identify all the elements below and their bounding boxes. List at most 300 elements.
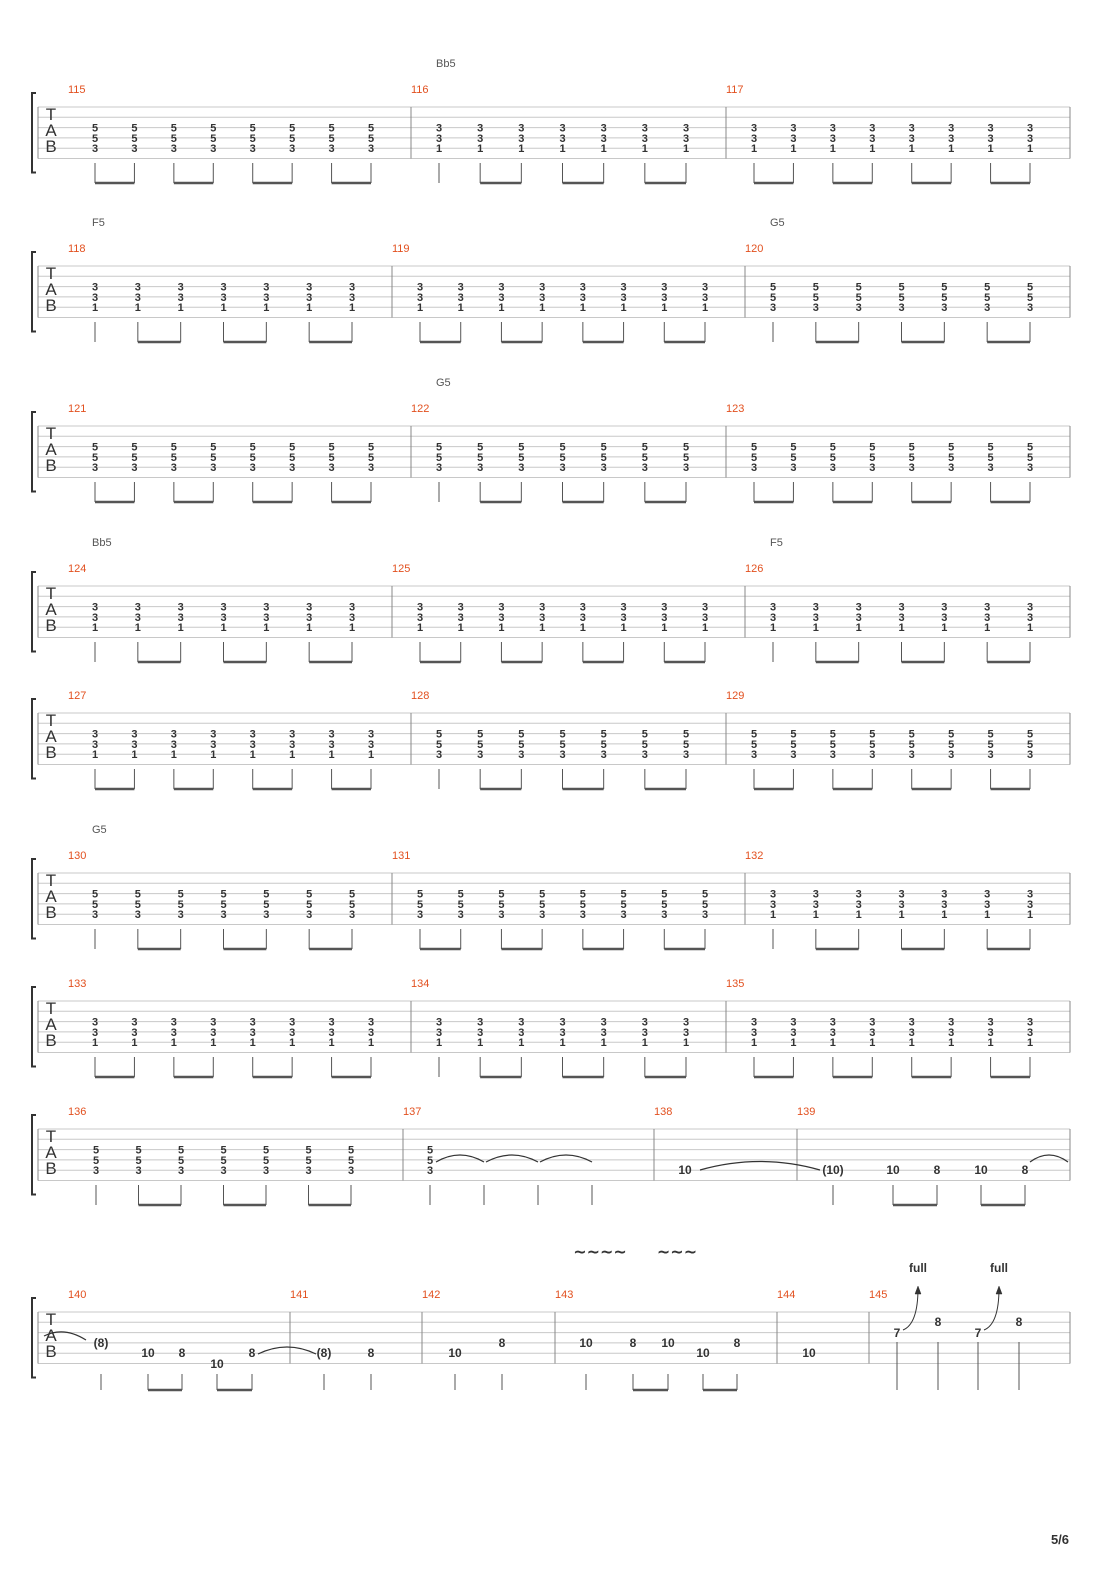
bend-arrow (984, 1288, 999, 1330)
fret-number: 3 (941, 888, 948, 901)
measure-number: 123 (726, 403, 745, 415)
fret-number: 3 (620, 611, 627, 624)
fret-number: 5 (812, 291, 819, 304)
fret-number: 3 (367, 143, 375, 156)
fret-number: 1 (306, 302, 313, 315)
fret-number: 10 (661, 1336, 675, 1350)
fret-number: 8 (933, 1163, 941, 1177)
fret-number: 5 (559, 738, 566, 751)
fret-number: 3 (220, 601, 227, 614)
fret-number: 3 (170, 462, 177, 475)
fret-number: 5 (210, 132, 217, 145)
vibrato-mark: ~~~~ (573, 1242, 627, 1261)
fret-number: 3 (220, 1165, 227, 1178)
fret-number: 3 (306, 601, 313, 614)
fret-number: 1 (328, 1037, 335, 1050)
tab-letter: A (45, 440, 57, 459)
fret-number: 3 (941, 898, 948, 911)
fret-number: 1 (855, 909, 862, 922)
fret-number: 3 (579, 291, 586, 304)
fret-number: 1 (170, 749, 177, 762)
measure-number: 145 (869, 1289, 888, 1301)
fret-number: 5 (435, 441, 443, 454)
fret-number: 3 (426, 1165, 434, 1178)
fret-number: 5 (641, 451, 648, 464)
fret-number: 1 (498, 622, 505, 635)
fret-number: 5 (348, 898, 356, 911)
fret-number: 5 (177, 888, 184, 901)
fret-number: 3 (600, 1016, 607, 1029)
fret-number: 3 (790, 1026, 797, 1039)
fret-number: 3 (898, 601, 905, 614)
fret-number: 5 (131, 132, 138, 145)
tab-letter: T (45, 424, 57, 443)
fret-number: 5 (477, 728, 484, 741)
fret-number: 3 (869, 1026, 876, 1039)
fret-number: 3 (941, 601, 948, 614)
fret-number: 3 (701, 909, 709, 922)
tab-letter: A (45, 121, 57, 140)
fret-number: 1 (249, 749, 256, 762)
fret-number: 3 (908, 462, 915, 475)
measure-number: 132 (745, 850, 764, 862)
tab-letter: T (45, 999, 57, 1018)
fret-number: 3 (348, 601, 356, 614)
fret-number: 3 (91, 462, 99, 475)
fret-number: 3 (1026, 888, 1034, 901)
fret-number: 1 (750, 1037, 758, 1050)
fret-number: 3 (984, 888, 991, 901)
fret-number: 3 (812, 601, 819, 614)
fret-number: 1 (170, 1037, 177, 1050)
fret-number: 3 (328, 738, 335, 751)
fret-number: 5 (855, 291, 862, 304)
fret-number: 3 (984, 302, 991, 315)
fret-number: 3 (263, 601, 270, 614)
fret-number: 3 (790, 1016, 797, 1029)
fret-number: 3 (829, 1016, 836, 1029)
measure-number: 121 (68, 403, 87, 415)
measure-number: 130 (68, 850, 87, 862)
fret-number: 3 (869, 462, 876, 475)
tab-letter: B (45, 137, 57, 156)
fret-number: 3 (661, 281, 668, 294)
fret-number: 5 (579, 888, 586, 901)
fret-number: 5 (682, 728, 690, 741)
system-bracket (32, 93, 36, 173)
fret-number: 3 (435, 132, 443, 145)
fret-number: 5 (91, 451, 99, 464)
fret-number: 1 (941, 909, 948, 922)
fret-number: 5 (210, 441, 217, 454)
fret-number: 5 (498, 888, 505, 901)
fret-number: 1 (855, 622, 862, 635)
fret-number: 3 (948, 749, 955, 762)
measure-number: 129 (726, 690, 745, 702)
fret-number: 3 (306, 909, 313, 922)
fret-number: 3 (457, 909, 464, 922)
tie-arc (436, 1155, 484, 1162)
fret-number: 3 (539, 601, 546, 614)
fret-number: 5 (367, 451, 375, 464)
fret-number: 3 (457, 611, 464, 624)
tab-letter: A (45, 280, 57, 299)
fret-number: 3 (1026, 1026, 1034, 1039)
fret-number: 3 (348, 291, 356, 304)
fret-number: 3 (898, 302, 905, 315)
fret-number: 1 (220, 302, 227, 315)
fret-number: 5 (518, 441, 525, 454)
fret-number: 3 (987, 462, 994, 475)
fret-number: 5 (984, 291, 991, 304)
fret-number: 3 (131, 1016, 138, 1029)
fret-number: 3 (249, 728, 256, 741)
fret-number: 3 (600, 122, 607, 135)
fret-number: (10) (822, 1163, 844, 1177)
fret-number: 5 (661, 888, 668, 901)
fret-number: 5 (416, 898, 424, 911)
fret-number: 5 (477, 451, 484, 464)
fret-number: 3 (559, 749, 566, 762)
measure-number: 133 (68, 978, 87, 990)
fret-number: 5 (134, 888, 141, 901)
fret-number: 3 (134, 909, 141, 922)
fret-number: 5 (435, 738, 443, 751)
fret-number: 1 (477, 143, 484, 156)
fret-number: 1 (790, 143, 797, 156)
fret-number: 3 (908, 1016, 915, 1029)
bend-label: full (909, 1261, 927, 1275)
fret-number: 3 (701, 281, 709, 294)
fret-number: 3 (750, 1026, 758, 1039)
fret-number: 1 (457, 622, 464, 635)
fret-number: 5 (579, 898, 586, 911)
fret-number: 3 (769, 898, 777, 911)
fret-number: 1 (829, 1037, 836, 1050)
fret-number: 5 (908, 451, 915, 464)
fret-number: 1 (948, 143, 955, 156)
fret-number: 3 (987, 749, 994, 762)
fret-number: 3 (435, 1026, 443, 1039)
fret-number: 3 (457, 601, 464, 614)
fret-number: 3 (812, 888, 819, 901)
tab-letter: A (45, 1326, 57, 1345)
fret-number: 10 (678, 1163, 692, 1177)
fret-number: 3 (249, 143, 256, 156)
system-bracket (32, 1298, 36, 1378)
fret-number: 3 (898, 898, 905, 911)
fret-number: 3 (661, 291, 668, 304)
system-bracket (32, 1115, 36, 1195)
fret-number: 3 (91, 728, 99, 741)
bend-label: full (990, 1261, 1008, 1275)
fret-number: 3 (559, 122, 566, 135)
fret-number: 5 (328, 441, 335, 454)
fret-number: 3 (790, 132, 797, 145)
fret-number: 5 (812, 281, 819, 294)
fret-number: 5 (984, 281, 991, 294)
fret-number: 5 (289, 132, 296, 145)
fret-number: 3 (855, 898, 862, 911)
measure-number: 134 (411, 978, 430, 990)
fret-number: 1 (91, 302, 99, 315)
fret-number: (8) (93, 1336, 109, 1350)
measure-number: 144 (777, 1289, 796, 1301)
fret-number: 1 (1026, 622, 1034, 635)
measure-number: 120 (745, 243, 764, 255)
fret-number: 3 (812, 898, 819, 911)
fret-number: 3 (220, 909, 227, 922)
tab-letter: T (45, 1127, 57, 1146)
tie-arc (1030, 1155, 1068, 1162)
fret-number: 5 (263, 898, 270, 911)
fret-number: 1 (600, 143, 607, 156)
chord-name: F5 (92, 217, 105, 229)
fret-number: 5 (435, 728, 443, 741)
measure-number: 136 (68, 1106, 87, 1118)
fret-number: 3 (170, 728, 177, 741)
fret-number: 3 (416, 281, 424, 294)
fret-number: 1 (682, 1037, 690, 1050)
fret-number: 1 (435, 143, 443, 156)
fret-number: 1 (328, 749, 335, 762)
fret-number: 3 (855, 888, 862, 901)
fret-number: 1 (1026, 909, 1034, 922)
fret-number: 3 (539, 291, 546, 304)
fret-number: 3 (600, 132, 607, 145)
fret-number: 3 (701, 611, 709, 624)
fret-number: 3 (289, 738, 296, 751)
fret-number: 3 (498, 291, 505, 304)
fret-number: 3 (987, 132, 994, 145)
fret-number: 5 (948, 728, 955, 741)
fret-number: 3 (559, 462, 566, 475)
fret-number: 5 (769, 291, 777, 304)
fret-number: 5 (987, 441, 994, 454)
fret-number: 5 (790, 738, 797, 751)
fret-number: 3 (263, 281, 270, 294)
fret-number: 5 (620, 888, 627, 901)
fret-number: 3 (948, 122, 955, 135)
fret-number: 5 (249, 451, 256, 464)
fret-number: 5 (348, 888, 356, 901)
measure-number: 122 (411, 403, 430, 415)
fret-number: 10 (579, 1336, 593, 1350)
fret-number: 3 (134, 601, 141, 614)
fret-number: 3 (941, 302, 948, 315)
bend-arrow (903, 1288, 918, 1330)
fret-number: 3 (579, 611, 586, 624)
fret-number: 3 (948, 1016, 955, 1029)
fret-number: 5 (135, 1144, 142, 1157)
fret-number: 5 (289, 451, 296, 464)
fret-number: 5 (177, 1144, 185, 1157)
fret-number: 5 (249, 132, 256, 145)
fret-number: 5 (600, 451, 607, 464)
fret-number: 3 (249, 1016, 256, 1029)
fret-number: 10 (802, 1346, 816, 1360)
fret-number: 5 (134, 898, 141, 911)
fret-number: 5 (177, 1154, 185, 1167)
fret-number: 3 (539, 281, 546, 294)
fret-number: 5 (701, 898, 709, 911)
fret-number: 3 (220, 611, 227, 624)
fret-number: 3 (869, 132, 876, 145)
fret-number: 5 (306, 888, 313, 901)
fret-number: 3 (518, 132, 525, 145)
fret-number: 3 (91, 1026, 99, 1039)
fret-number: 3 (249, 462, 256, 475)
fret-number: 5 (559, 451, 566, 464)
fret-number: 1 (263, 622, 270, 635)
fret-number: 5 (908, 728, 915, 741)
fret-number: 5 (435, 451, 443, 464)
fret-number: 1 (177, 302, 184, 315)
fret-number: 3 (263, 291, 270, 304)
measure-number: 115 (68, 84, 86, 96)
tab-letter: B (45, 456, 57, 475)
fret-number: 1 (941, 622, 948, 635)
fret-number: 5 (682, 738, 690, 751)
fret-number: 3 (600, 749, 607, 762)
fret-number: 5 (1026, 441, 1034, 454)
fret-number: 3 (91, 291, 99, 304)
fret-number: 5 (131, 441, 138, 454)
fret-number: 5 (701, 888, 709, 901)
fret-number: 5 (987, 738, 994, 751)
fret-number: 3 (769, 302, 777, 315)
fret-number: 1 (416, 622, 424, 635)
fret-number: 3 (477, 1016, 484, 1029)
fret-number: 3 (262, 1165, 270, 1178)
measure-number: 135 (726, 978, 745, 990)
fret-number: 7 (893, 1326, 901, 1340)
fret-number: 3 (559, 1016, 566, 1029)
fret-number: 3 (812, 611, 819, 624)
measure-number: 124 (68, 563, 87, 575)
fret-number: 5 (210, 451, 217, 464)
fret-number: 5 (262, 1154, 270, 1167)
fret-number: 3 (869, 749, 876, 762)
fret-number: 3 (289, 1016, 296, 1029)
fret-number: 3 (91, 909, 99, 922)
fret-number: 3 (328, 1016, 335, 1029)
fret-number: 3 (641, 132, 648, 145)
tab-letter: T (45, 1310, 57, 1329)
fret-number: 3 (498, 909, 505, 922)
fret-number: 5 (869, 451, 876, 464)
fret-number: 3 (682, 749, 690, 762)
fret-number: 3 (661, 909, 668, 922)
fret-number: 8 (498, 1336, 506, 1350)
system-bracket (32, 412, 36, 492)
fret-number: 3 (829, 749, 836, 762)
fret-number: 5 (948, 738, 955, 751)
fret-number: 1 (984, 622, 991, 635)
fret-number: 5 (328, 132, 335, 145)
fret-number: 1 (559, 1037, 566, 1050)
system-bracket (32, 572, 36, 652)
fret-number: 5 (263, 888, 270, 901)
fret-number: 3 (177, 909, 184, 922)
fret-number: 3 (579, 281, 586, 294)
tab-letter: B (45, 296, 57, 315)
fret-number: 3 (1026, 601, 1034, 614)
fret-number: 3 (908, 132, 915, 145)
fret-number: 1 (812, 622, 819, 635)
fret-number: 3 (750, 749, 758, 762)
fret-number: 3 (1026, 749, 1034, 762)
fret-number: 3 (131, 738, 138, 751)
fret-number: 3 (367, 738, 375, 751)
tab-letter: A (45, 1015, 57, 1034)
measure-number: 119 (392, 243, 410, 255)
fret-number: 3 (855, 611, 862, 624)
fret-number: 3 (477, 749, 484, 762)
measure-number: 125 (392, 563, 411, 575)
fret-number: 3 (131, 462, 138, 475)
fret-number: 5 (416, 888, 424, 901)
fret-number: 1 (701, 302, 709, 315)
fret-number: 3 (306, 291, 313, 304)
fret-number: 8 (178, 1346, 186, 1360)
fret-number: 5 (305, 1154, 312, 1167)
fret-number: 8 (248, 1346, 256, 1360)
fret-number: 5 (220, 898, 227, 911)
fret-number: 5 (1026, 451, 1034, 464)
fret-number: 3 (177, 281, 184, 294)
fret-number: 3 (328, 462, 335, 475)
fret-number: 5 (177, 898, 184, 911)
fret-number: 3 (987, 1026, 994, 1039)
fret-number: 3 (435, 749, 443, 762)
fret-number: 3 (263, 909, 270, 922)
bend-arrowhead (915, 1286, 921, 1294)
fret-number: 3 (812, 302, 819, 315)
fret-number: 5 (249, 122, 256, 135)
fret-number: 5 (987, 728, 994, 741)
fret-number: 3 (220, 291, 227, 304)
fret-number: 5 (898, 281, 905, 294)
measure-number: 131 (392, 850, 411, 862)
fret-number: 7 (974, 1326, 982, 1340)
fret-number: 3 (328, 143, 335, 156)
fret-number: 3 (210, 1016, 217, 1029)
measure-number: 118 (68, 243, 86, 255)
tab-letter: T (45, 105, 57, 124)
system-bracket (32, 859, 36, 939)
fret-number: 3 (416, 611, 424, 624)
fret-number: 3 (855, 302, 862, 315)
fret-number: 1 (620, 302, 627, 315)
fret-number: 3 (134, 291, 141, 304)
fret-number: 3 (829, 132, 836, 145)
fret-number: 3 (1026, 1016, 1034, 1029)
tab-letter: T (45, 584, 57, 603)
fret-number: 3 (898, 611, 905, 624)
fret-number: 5 (790, 441, 797, 454)
fret-number: 5 (661, 898, 668, 911)
fret-number: 5 (1026, 291, 1034, 304)
fret-number: 3 (347, 1165, 355, 1178)
fret-number: 1 (539, 622, 546, 635)
tab-letter: T (45, 711, 57, 730)
fret-number: 3 (539, 611, 546, 624)
fret-number: 1 (769, 622, 777, 635)
fret-number: 3 (790, 122, 797, 135)
fret-number: 3 (457, 281, 464, 294)
fret-number: 10 (696, 1346, 710, 1360)
